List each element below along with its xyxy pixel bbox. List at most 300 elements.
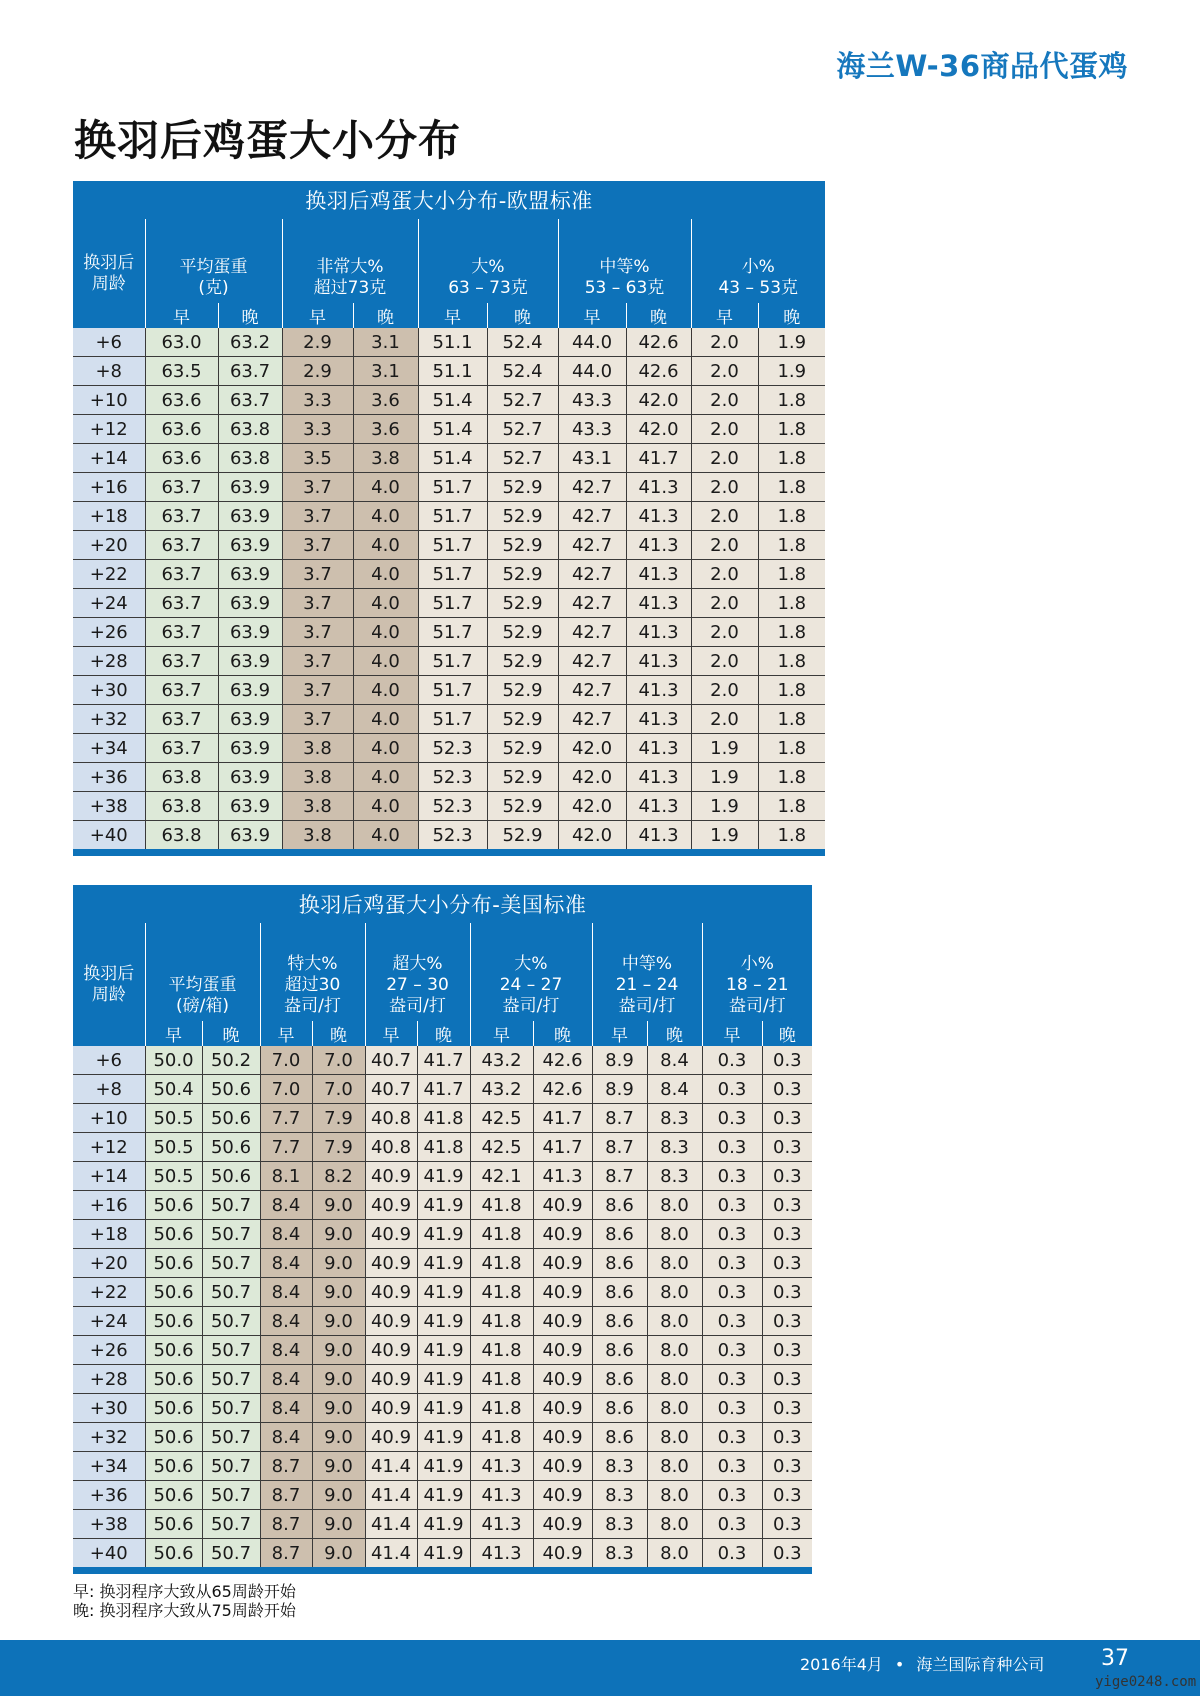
value-cell: 40.9 xyxy=(365,1220,417,1249)
footer-dot: • xyxy=(894,1655,905,1674)
value-cell: 40.9 xyxy=(533,1539,592,1571)
value-cell: 4.0 xyxy=(353,473,418,502)
value-cell: 63.7 xyxy=(145,705,218,734)
footer-company: 海兰国际育种公司 xyxy=(916,1655,1045,1674)
row-age-cell: +26 xyxy=(73,1336,145,1365)
value-cell: 63.6 xyxy=(145,444,218,473)
value-cell: 51.7 xyxy=(418,676,487,705)
value-cell: 41.3 xyxy=(626,676,691,705)
value-cell: 41.8 xyxy=(470,1249,533,1278)
early-subheader: 早 xyxy=(418,303,487,328)
value-cell: 1.8 xyxy=(758,531,825,560)
value-cell: 4.0 xyxy=(353,589,418,618)
value-cell: 50.5 xyxy=(145,1104,202,1133)
group-header xyxy=(145,219,282,303)
value-cell: 1.8 xyxy=(758,444,825,473)
value-cell: 42.1 xyxy=(470,1162,533,1191)
value-cell: 51.1 xyxy=(418,357,487,386)
row-age-cell: +38 xyxy=(73,792,145,821)
value-cell: 41.3 xyxy=(470,1481,533,1510)
value-cell: 9.0 xyxy=(312,1452,365,1481)
value-cell: 42.7 xyxy=(558,560,626,589)
value-cell: 2.0 xyxy=(691,531,758,560)
row-age-cell: +34 xyxy=(73,1452,145,1481)
value-cell: 41.7 xyxy=(626,444,691,473)
value-cell: 41.7 xyxy=(417,1075,470,1104)
value-cell: 3.7 xyxy=(282,705,353,734)
value-cell: 42.0 xyxy=(558,792,626,821)
value-cell: 63.7 xyxy=(145,676,218,705)
late-subheader: 晚 xyxy=(762,1021,812,1046)
late-subheader: 晚 xyxy=(758,303,825,328)
value-cell: 8.7 xyxy=(260,1539,312,1571)
value-cell: 51.7 xyxy=(418,560,487,589)
value-cell: 63.9 xyxy=(218,734,282,763)
value-cell: 4.0 xyxy=(353,734,418,763)
value-cell: 3.1 xyxy=(353,328,418,357)
value-cell: 51.7 xyxy=(418,531,487,560)
value-cell: 0.3 xyxy=(762,1191,812,1220)
value-cell: 52.9 xyxy=(487,763,558,792)
value-cell: 50.7 xyxy=(202,1278,260,1307)
table-row xyxy=(73,676,825,705)
value-cell: 8.4 xyxy=(647,1075,702,1104)
value-cell: 41.9 xyxy=(417,1162,470,1191)
value-cell: 51.4 xyxy=(418,386,487,415)
value-cell: 50.6 xyxy=(145,1336,202,1365)
value-cell: 42.0 xyxy=(558,763,626,792)
value-cell: 9.0 xyxy=(312,1220,365,1249)
header-line: 换羽后 xyxy=(83,252,135,273)
value-cell: 41.8 xyxy=(470,1220,533,1249)
value-cell: 42.0 xyxy=(626,415,691,444)
value-cell: 9.0 xyxy=(312,1278,365,1307)
value-cell: 41.9 xyxy=(417,1539,470,1571)
value-cell: 41.8 xyxy=(417,1133,470,1162)
value-cell: 41.9 xyxy=(417,1191,470,1220)
value-cell: 41.8 xyxy=(470,1394,533,1423)
late-subheader: 晚 xyxy=(312,1021,365,1046)
value-cell: 4.0 xyxy=(353,821,418,853)
value-cell: 63.9 xyxy=(218,763,282,792)
value-cell: 52.9 xyxy=(487,618,558,647)
late-subheader: 晚 xyxy=(202,1021,260,1046)
value-cell: 52.7 xyxy=(487,444,558,473)
value-cell: 8.6 xyxy=(592,1423,647,1452)
table-row xyxy=(73,1220,812,1249)
value-cell: 3.7 xyxy=(282,531,353,560)
value-cell: 8.7 xyxy=(592,1162,647,1191)
value-cell: 41.3 xyxy=(626,560,691,589)
header-line: 盎司/打 xyxy=(728,996,786,1016)
late-subheader: 晚 xyxy=(533,1021,592,1046)
value-cell: 40.8 xyxy=(365,1104,417,1133)
table-row xyxy=(73,1423,812,1452)
row-age-cell: +24 xyxy=(73,1307,145,1336)
value-cell: 41.8 xyxy=(417,1104,470,1133)
value-cell: 8.0 xyxy=(647,1452,702,1481)
value-cell: 0.3 xyxy=(702,1539,762,1571)
value-cell: 0.3 xyxy=(762,1539,812,1571)
value-cell: 52.9 xyxy=(487,705,558,734)
value-cell: 1.9 xyxy=(691,734,758,763)
value-cell: 50.6 xyxy=(145,1539,202,1571)
page-title: 换羽后鸡蛋大小分布 xyxy=(74,116,462,165)
value-cell: 63.0 xyxy=(145,328,218,357)
value-cell: 63.7 xyxy=(145,531,218,560)
value-cell: 0.3 xyxy=(762,1278,812,1307)
value-cell: 1.8 xyxy=(758,763,825,792)
header-line: 43 – 53克 xyxy=(718,278,799,298)
header-line: 盎司/打 xyxy=(389,996,446,1016)
value-cell: 41.9 xyxy=(417,1394,470,1423)
header-line: 大% xyxy=(514,954,548,974)
value-cell: 42.5 xyxy=(470,1104,533,1133)
row-age-cell: +20 xyxy=(73,1249,145,1278)
value-cell: 42.6 xyxy=(626,328,691,357)
table-row xyxy=(73,502,825,531)
value-cell: 41.3 xyxy=(626,734,691,763)
table-row xyxy=(73,1307,812,1336)
value-cell: 0.3 xyxy=(702,1104,762,1133)
value-cell: 2.0 xyxy=(691,676,758,705)
value-cell: 7.9 xyxy=(312,1104,365,1133)
row-age-cell: +30 xyxy=(73,676,145,705)
value-cell: 42.7 xyxy=(558,618,626,647)
value-cell: 51.1 xyxy=(418,328,487,357)
group-header xyxy=(470,923,592,1021)
table-row xyxy=(73,1452,812,1481)
value-cell: 40.9 xyxy=(533,1307,592,1336)
value-cell: 42.0 xyxy=(558,821,626,853)
value-cell: 8.7 xyxy=(592,1133,647,1162)
value-cell: 42.7 xyxy=(558,705,626,734)
value-cell: 0.3 xyxy=(702,1220,762,1249)
table-row xyxy=(73,1539,812,1571)
value-cell: 41.3 xyxy=(626,821,691,853)
us-standard-table xyxy=(73,885,812,1574)
value-cell: 52.9 xyxy=(487,473,558,502)
value-cell: 51.4 xyxy=(418,444,487,473)
value-cell: 8.6 xyxy=(592,1365,647,1394)
value-cell: 50.6 xyxy=(145,1394,202,1423)
value-cell: 41.8 xyxy=(470,1278,533,1307)
value-cell: 63.9 xyxy=(218,821,282,853)
value-cell: 41.8 xyxy=(470,1191,533,1220)
header-line: 周龄 xyxy=(91,984,126,1005)
value-cell: 40.9 xyxy=(533,1365,592,1394)
row-age-cell: +18 xyxy=(73,502,145,531)
value-cell: 41.8 xyxy=(470,1336,533,1365)
value-cell: 8.0 xyxy=(647,1481,702,1510)
value-cell: 0.3 xyxy=(762,1510,812,1539)
table-row xyxy=(73,705,825,734)
value-cell: 42.6 xyxy=(533,1075,592,1104)
value-cell: 3.8 xyxy=(353,444,418,473)
value-cell: 8.4 xyxy=(260,1423,312,1452)
value-cell: 41.3 xyxy=(626,705,691,734)
value-cell: 8.6 xyxy=(592,1307,647,1336)
row-age-cell: +32 xyxy=(73,1423,145,1452)
row-age-cell: +40 xyxy=(73,821,145,853)
value-cell: 8.3 xyxy=(592,1481,647,1510)
value-cell: 52.7 xyxy=(487,386,558,415)
page-number: 37 xyxy=(1101,1646,1129,1671)
value-cell: 41.7 xyxy=(417,1046,470,1075)
value-cell: 3.1 xyxy=(353,357,418,386)
value-cell: 3.3 xyxy=(282,415,353,444)
value-cell: 41.3 xyxy=(626,473,691,502)
value-cell: 63.7 xyxy=(145,734,218,763)
value-cell: 8.6 xyxy=(592,1249,647,1278)
value-cell: 42.6 xyxy=(626,357,691,386)
value-cell: 63.9 xyxy=(218,502,282,531)
row-age-cell: +10 xyxy=(73,1104,145,1133)
value-cell: 41.9 xyxy=(417,1307,470,1336)
value-cell: 8.4 xyxy=(260,1394,312,1423)
value-cell: 0.3 xyxy=(762,1046,812,1075)
table-row xyxy=(73,560,825,589)
row-age-cell: +32 xyxy=(73,705,145,734)
value-cell: 50.7 xyxy=(202,1307,260,1336)
value-cell: 63.9 xyxy=(218,531,282,560)
value-cell: 0.3 xyxy=(762,1220,812,1249)
value-cell: 8.6 xyxy=(592,1336,647,1365)
header-line: 换羽后 xyxy=(83,963,135,984)
row-age-cell: +18 xyxy=(73,1220,145,1249)
value-cell: 1.8 xyxy=(758,792,825,821)
value-cell: 63.9 xyxy=(218,560,282,589)
value-cell: 0.3 xyxy=(762,1452,812,1481)
value-cell: 40.9 xyxy=(365,1336,417,1365)
header-line: 盎司/打 xyxy=(284,996,341,1016)
value-cell: 43.2 xyxy=(470,1075,533,1104)
value-cell: 40.9 xyxy=(365,1278,417,1307)
value-cell: 44.0 xyxy=(558,328,626,357)
value-cell: 52.3 xyxy=(418,792,487,821)
value-cell: 41.4 xyxy=(365,1510,417,1539)
table-row xyxy=(73,1104,812,1133)
value-cell: 50.7 xyxy=(202,1481,260,1510)
value-cell: 7.7 xyxy=(260,1133,312,1162)
late-subheader: 晚 xyxy=(487,303,558,328)
value-cell: 0.3 xyxy=(702,1249,762,1278)
value-cell: 40.9 xyxy=(533,1278,592,1307)
value-cell: 1.8 xyxy=(758,676,825,705)
value-cell: 7.0 xyxy=(260,1075,312,1104)
value-cell: 41.3 xyxy=(626,763,691,792)
value-cell: 41.9 xyxy=(417,1452,470,1481)
row-age-cell: +14 xyxy=(73,1162,145,1191)
header-line: 非常大% xyxy=(316,257,384,277)
value-cell: 63.9 xyxy=(218,618,282,647)
row-age-cell: +38 xyxy=(73,1510,145,1539)
table-row xyxy=(73,1365,812,1394)
row-age-cell: +40 xyxy=(73,1539,145,1571)
value-cell: 8.4 xyxy=(260,1365,312,1394)
value-cell: 50.7 xyxy=(202,1365,260,1394)
value-cell: 40.9 xyxy=(365,1191,417,1220)
value-cell: 63.7 xyxy=(145,589,218,618)
table-row xyxy=(73,1510,812,1539)
value-cell: 3.7 xyxy=(282,676,353,705)
value-cell: 9.0 xyxy=(312,1394,365,1423)
value-cell: 50.6 xyxy=(145,1423,202,1452)
value-cell: 3.3 xyxy=(282,386,353,415)
value-cell: 63.9 xyxy=(218,589,282,618)
value-cell: 63.6 xyxy=(145,386,218,415)
value-cell: 42.0 xyxy=(558,734,626,763)
row-age-cell: +12 xyxy=(73,1133,145,1162)
value-cell: 52.9 xyxy=(487,560,558,589)
value-cell: 50.2 xyxy=(202,1046,260,1075)
value-cell: 0.3 xyxy=(762,1336,812,1365)
value-cell: 43.2 xyxy=(470,1046,533,1075)
value-cell: 41.4 xyxy=(365,1481,417,1510)
group-header xyxy=(691,219,825,303)
value-cell: 9.0 xyxy=(312,1481,365,1510)
value-cell: 0.3 xyxy=(702,1510,762,1539)
value-cell: 63.8 xyxy=(145,821,218,853)
value-cell: 0.3 xyxy=(702,1307,762,1336)
value-cell: 0.3 xyxy=(702,1133,762,1162)
value-cell: 2.9 xyxy=(282,328,353,357)
table-row xyxy=(73,415,825,444)
header-line: 中等% xyxy=(599,257,650,277)
value-cell: 41.9 xyxy=(417,1336,470,1365)
late-subheader: 晚 xyxy=(647,1021,702,1046)
value-cell: 8.3 xyxy=(647,1133,702,1162)
value-cell: 41.4 xyxy=(365,1452,417,1481)
value-cell: 0.3 xyxy=(702,1162,762,1191)
header-line: 盎司/打 xyxy=(618,996,676,1016)
value-cell: 63.8 xyxy=(218,444,282,473)
value-cell: 43.1 xyxy=(558,444,626,473)
early-subheader: 早 xyxy=(592,1021,647,1046)
table-row xyxy=(73,1046,812,1075)
value-cell: 2.0 xyxy=(691,560,758,589)
value-cell: 42.7 xyxy=(558,502,626,531)
value-cell: 40.9 xyxy=(365,1249,417,1278)
value-cell: 1.8 xyxy=(758,560,825,589)
row-age-cell: +34 xyxy=(73,734,145,763)
value-cell: 63.6 xyxy=(145,415,218,444)
eu-standard-table xyxy=(73,181,825,856)
header-line: 平均蛋重 xyxy=(168,975,237,995)
value-cell: 1.8 xyxy=(758,734,825,763)
value-cell: 41.3 xyxy=(626,618,691,647)
row-age-cell: +36 xyxy=(73,1481,145,1510)
value-cell: 40.9 xyxy=(533,1423,592,1452)
row-age-cell: +22 xyxy=(73,560,145,589)
value-cell: 41.9 xyxy=(417,1249,470,1278)
value-cell: 3.6 xyxy=(353,386,418,415)
value-cell: 42.7 xyxy=(558,473,626,502)
row-age-cell: +6 xyxy=(73,328,145,357)
header-line: 特大% xyxy=(287,954,338,974)
value-cell: 40.9 xyxy=(365,1307,417,1336)
value-cell: 8.2 xyxy=(312,1162,365,1191)
value-cell: 52.4 xyxy=(487,357,558,386)
watermark: yige0248.com xyxy=(1095,1674,1197,1690)
value-cell: 52.7 xyxy=(487,415,558,444)
value-cell: 50.7 xyxy=(202,1539,260,1571)
value-cell: 8.4 xyxy=(260,1336,312,1365)
value-cell: 50.6 xyxy=(202,1104,260,1133)
row-age-cell: +30 xyxy=(73,1394,145,1423)
value-cell: 50.7 xyxy=(202,1191,260,1220)
value-cell: 2.0 xyxy=(691,589,758,618)
value-cell: 41.7 xyxy=(533,1133,592,1162)
row-age-cell: +26 xyxy=(73,618,145,647)
value-cell: 52.9 xyxy=(487,502,558,531)
row-age-cell: +16 xyxy=(73,1191,145,1220)
value-cell: 63.7 xyxy=(145,618,218,647)
table-row xyxy=(73,589,825,618)
value-cell: 51.7 xyxy=(418,647,487,676)
value-cell: 8.3 xyxy=(592,1452,647,1481)
value-cell: 8.4 xyxy=(260,1278,312,1307)
value-cell: 51.7 xyxy=(418,473,487,502)
value-cell: 9.0 xyxy=(312,1423,365,1452)
late-subheader: 晚 xyxy=(417,1021,470,1046)
value-cell: 2.0 xyxy=(691,357,758,386)
value-cell: 2.0 xyxy=(691,473,758,502)
value-cell: 63.7 xyxy=(145,502,218,531)
value-cell: 0.3 xyxy=(762,1481,812,1510)
value-cell: 41.3 xyxy=(470,1452,533,1481)
value-cell: 41.9 xyxy=(417,1278,470,1307)
value-cell: 42.5 xyxy=(470,1133,533,1162)
header-line: 盎司/打 xyxy=(502,996,560,1016)
value-cell: 40.9 xyxy=(365,1162,417,1191)
table-row xyxy=(73,328,825,357)
value-cell: 0.3 xyxy=(702,1481,762,1510)
value-cell: 1.9 xyxy=(691,792,758,821)
table-caption: 换羽后鸡蛋大小分布-美国标准 xyxy=(73,885,812,923)
row-age-cell: +28 xyxy=(73,1365,145,1394)
value-cell: 0.3 xyxy=(702,1336,762,1365)
value-cell: 4.0 xyxy=(353,618,418,647)
value-cell: 8.0 xyxy=(647,1278,702,1307)
value-cell: 4.0 xyxy=(353,763,418,792)
value-cell: 2.0 xyxy=(691,647,758,676)
header-line: 超大% xyxy=(392,954,443,974)
value-cell: 40.9 xyxy=(365,1394,417,1423)
value-cell: 2.0 xyxy=(691,415,758,444)
table-row xyxy=(73,821,825,853)
value-cell: 63.9 xyxy=(218,792,282,821)
value-cell: 63.2 xyxy=(218,328,282,357)
value-cell: 40.9 xyxy=(533,1452,592,1481)
row-age-cell: +10 xyxy=(73,386,145,415)
value-cell: 63.7 xyxy=(218,357,282,386)
value-cell: 1.9 xyxy=(691,821,758,853)
value-cell: 9.0 xyxy=(312,1510,365,1539)
value-cell: 0.3 xyxy=(762,1423,812,1452)
value-cell: 2.9 xyxy=(282,357,353,386)
header-line: 超过30 xyxy=(284,975,341,995)
value-cell: 0.3 xyxy=(702,1394,762,1423)
value-cell: 8.0 xyxy=(647,1249,702,1278)
group-header xyxy=(558,219,691,303)
value-cell: 0.3 xyxy=(702,1365,762,1394)
value-cell: 41.3 xyxy=(470,1539,533,1571)
value-cell: 50.7 xyxy=(202,1394,260,1423)
group-header xyxy=(145,923,260,1021)
value-cell: 52.3 xyxy=(418,734,487,763)
value-cell: 3.8 xyxy=(282,821,353,853)
